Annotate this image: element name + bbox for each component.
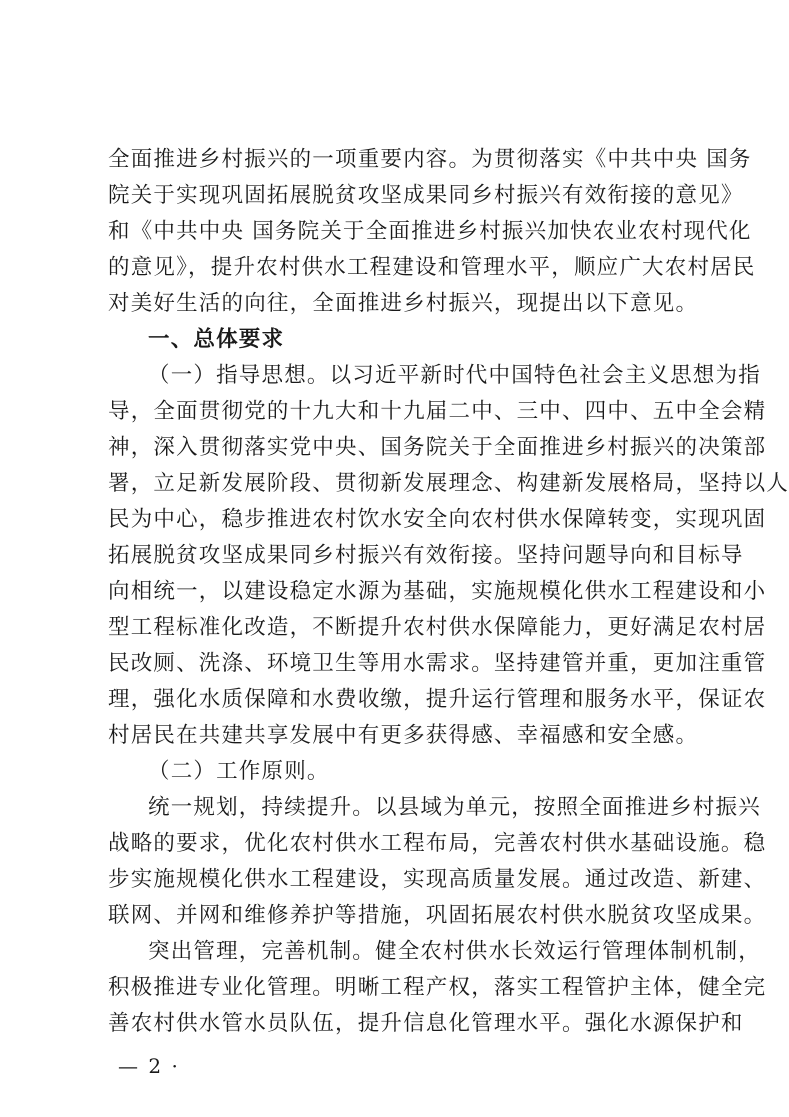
body-line: 神，深入贯彻落实党中央、国务院关于全面推进乡村振兴的决策部 bbox=[108, 435, 767, 460]
section-heading: 一、总体要求 bbox=[148, 327, 285, 352]
body-line: 善农村供水管水员队伍，提升信息化管理水平。强化水源保护和 bbox=[108, 1011, 744, 1036]
body-line: 导，全面贯彻党的十九大和十九届二中、三中、四中、五中全会精 bbox=[108, 399, 767, 424]
body-line: 民为中心，稳步推进农村饮水安全向农村供水保障转变，实现巩固 bbox=[108, 507, 767, 532]
body-line: 步实施规模化供水工程建设，实现高质量发展。通过改造、新建、 bbox=[108, 867, 767, 892]
body-line: 院关于实现巩固拓展脱贫攻坚成果同乡村振兴有效衔接的意见》 bbox=[108, 183, 744, 208]
body-line: 理，强化水质保障和水费收缴，提升运行管理和服务水平，保证农 bbox=[108, 687, 767, 712]
body-line: 拓展脱贫攻坚成果同乡村振兴有效衔接。坚持问题导向和目标导 bbox=[108, 543, 744, 568]
body-line: 型工程标准化改造，不断提升农村供水保障能力，更好满足农村居 bbox=[108, 615, 767, 640]
body-line: 民改厕、洗涤、环境卫生等用水需求。坚持建管并重，更加注重管 bbox=[108, 651, 767, 676]
body-line: 向相统一，以建设稳定水源为基础，实施规模化供水工程建设和小 bbox=[108, 579, 767, 604]
body-line: 村居民在共建共享发展中有更多获得感、幸福感和安全感。 bbox=[108, 723, 699, 748]
body-line: 联网、并网和维修养护等措施，巩固拓展农村供水脱贫攻坚成果。 bbox=[108, 903, 767, 928]
body-line: 和《中共中央 国务院关于全面推进乡村振兴加快农业农村现代化 bbox=[108, 219, 752, 244]
subsection-heading: （二）工作原则。 bbox=[148, 759, 330, 784]
body-line: 署，立足新发展阶段、贯彻新发展理念、构建新发展格局，坚持以人 bbox=[108, 471, 789, 496]
body-line: 突出管理，完善机制。健全农村供水长效运行管理体制机制， bbox=[148, 939, 761, 964]
body-line: 的意见》，提升农村供水工程建设和管理水平，顺应广大农村居民 bbox=[108, 255, 756, 280]
body-line: 统一规划，持续提升。以县域为单元，按照全面推进乡村振兴 bbox=[148, 795, 761, 820]
body-line: （一）指导思想。以习近平新时代中国特色社会主义思想为指 bbox=[148, 363, 761, 388]
page-number: — 2 · bbox=[118, 1054, 180, 1078]
body-line: 积极推进专业化管理。明晰工程产权，落实工程管护主体，健全完 bbox=[108, 975, 767, 1000]
body-line: 对美好生活的向往，全面推进乡村振兴，现提出以下意见。 bbox=[108, 291, 699, 316]
body-line: 战略的要求，优化农村供水工程布局，完善农村供水基础设施。稳 bbox=[108, 831, 767, 856]
body-line: 全面推进乡村振兴的一项重要内容。为贯彻落实《中共中央 国务 bbox=[108, 147, 752, 172]
